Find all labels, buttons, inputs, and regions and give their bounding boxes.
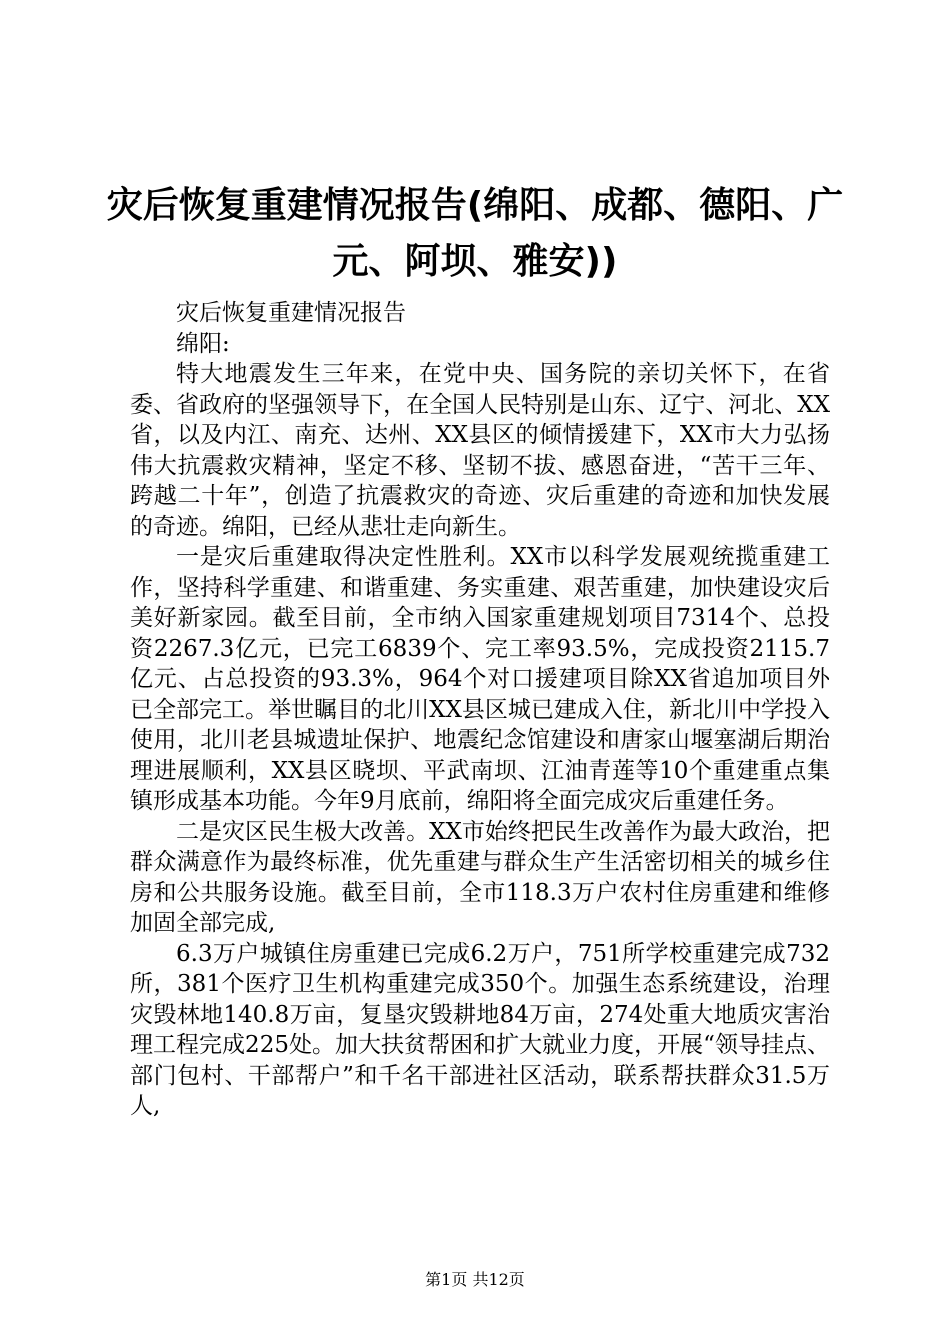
paragraph-livelihood: 二是灾区民生极大改善。XX市始终把民生改善作为最大政治，把群众满意作为最终标准，优先重建与群众生产生活密切相关的城乡住房和公共服务设施。截至目前，全市118.3万户农村住房重建和维修加固全部完成, (130, 818, 830, 936)
paragraph-location: 绵阳: (176, 330, 230, 357)
document-title: 灾后恢复重建情况报告(绵阳、成都、德阳、广元、阿坝、雅安)) (106, 185, 844, 282)
paragraph-livelihood-continued: 6.3万户城镇住房重建已完成6.2万户，751所学校重建完成732所，381个医疗卫生机构重建完成350个。加强生态系统建设，治理灾毁林地140.8万亩，复垦灾毁耕地84万亩，274处重大地质灾害治理工程完成225处。加大扶贫帮困和扩大就业力度，开展“领导挂点、部门包村、干部帮户”和千名干部进社区活动，联系帮扶群众31.5万人, (130, 940, 830, 1119)
page-footer: 第1页 共12页 (425, 1270, 525, 1289)
paragraph-reconstruction: 一是灾后重建取得决定性胜利。XX市以科学发展观统揽重建工作，坚持科学重建、和谐重建、务实重建、艰苦重建，加快建设灾后美好新家园。截至目前，全市纳入国家重建规划项目7314个、总投资2267.3亿元，已完工6839个、完工率93.5%，完成投资2115.7亿元、占总投资的93.3%，964个对口援建项目除XX省追加项目外已全部完工。举世瞩目的北川XX县区城已建成入住，新北川中学投入使用，北川老县城遗址保护、地震纪念馆建设和唐家山堰塞湖后期治理进展顺利，XX县区晓坝、平武南坝、江油青莲等10个重建重点集镇形成基本功能。今年9月底前，绵阳将全面完成灾后重建任务。 (130, 544, 830, 814)
paragraph-intro: 特大地震发生三年来，在党中央、国务院的亲切关怀下，在省委、省政府的坚强领导下，在全国人民特别是山东、辽宁、河北、XX省，以及内江、南充、达州、XX县区的倾情援建下，XX市大力弘扬伟大抗震救灾精神，坚定不移、坚韧不拔、感恩奋进，“苦干三年、跨越二十年”，创造了抗震救灾的奇迹、灾后重建的奇迹和加快发展的奇迹。绵阳，已经从悲壮走向新生。 (130, 361, 830, 540)
document-body (130, 298, 830, 1122)
paragraph-subtitle: 灾后恢复重建情况报告 (176, 300, 406, 326)
